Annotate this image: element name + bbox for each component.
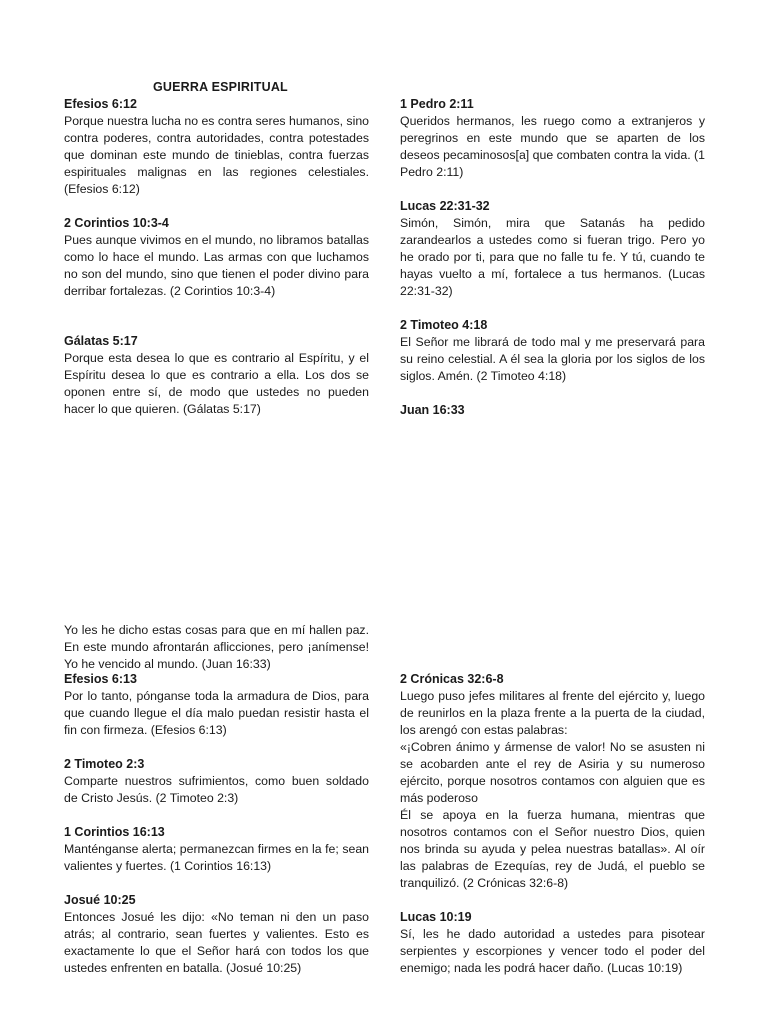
verse-heading: Lucas 10:19 [400, 910, 472, 924]
verse-heading: Gálatas 5:17 [64, 334, 138, 348]
section-lucas-10-19 [400, 909, 705, 977]
section-2-timoteo-2-3 [64, 756, 369, 807]
verse-text: Entonces Josué les dijo: «No teman ni den un paso atrás; al contrario, sean fuertes y valientes. Esto es exactamente lo que el Señor hará con todos los que ustedes enfrenten en batalla. (Josué 10:25) [64, 910, 369, 975]
verse-heading: 2 Timoteo 4:18 [400, 318, 488, 332]
verse-text: Queridos hermanos, les ruego como a extranjeros y peregrinos en este mundo que se aparten de los deseos pecaminosos[a] que combaten contra la vida. (1 Pedro 2:11) [400, 114, 705, 179]
section-galatas-5-17 [64, 333, 369, 418]
verse-heading: Lucas 22:31-32 [400, 199, 490, 213]
verse-text: Manténganse alerta; permanezcan firmes en la fe; sean valientes y fuertes. (1 Corintios 16:13) [64, 842, 369, 873]
section-2-corintios-10 [64, 215, 369, 300]
verse-text: Pues aunque vivimos en el mundo, no libramos batallas como lo hace el mundo. Las armas con que luchamos no son del mundo, sino que tienen el poder divino para derribar fortalezas. (2 Corintios 10:3-4) [64, 233, 369, 298]
verse-text: Sí, les he dado autoridad a ustedes para pisotear serpientes y escorpiones y vencer todo el poder del enemigo; nada les podrá hacer daño. (Lucas 10:19) [400, 927, 705, 975]
verse-text: Porque nuestra lucha no es contra seres humanos, sino contra poderes, contra autoridades, contra potestades que dominan este mundo de tinieblas, contra fuerzas espirituales malignas en las regiones celestiales. (Efesios 6:12) [64, 114, 369, 196]
verse-text: Luego puso jefes militares al frente del ejército y, luego de reunirlos en la plaza frente a la puerta de la ciudad, los arengó con estas palabras: [400, 689, 705, 737]
verse-heading: Efesios 6:13 [64, 672, 137, 686]
verse-heading: Juan 16:33 [400, 403, 465, 417]
verse-text: «¡Cobren ánimo y ármense de valor! No se asusten ni se acobarden ante el rey de Asiria y su numeroso ejército, porque nosotros contamos con alguien que es más poderoso [400, 740, 705, 805]
section-juan-16-33-text [64, 622, 369, 673]
section-2-cronicas-32 [400, 671, 705, 892]
verse-text: Comparte nuestros sufrimientos, como buen soldado de Cristo Jesús. (2 Timoteo 2:3) [64, 774, 369, 805]
page-title: GUERRA ESPIRITUAL [153, 80, 288, 94]
verse-text: Simón, Simón, mira que Satanás ha pedido zarandearlos a ustedes como si fueran trigo. Pero yo he orado por ti, para que no falle tu fe. Y tú, cuando te hayas vuelto a mí, fortalece a tus hermanos. (Lucas 22:31-32) [400, 216, 705, 298]
section-1-corintios-16-13 [64, 824, 369, 875]
verse-heading: 2 Crónicas 32:6-8 [400, 672, 504, 686]
verse-heading: 2 Corintios 10:3-4 [64, 216, 169, 230]
verse-heading: Josué 10:25 [64, 893, 136, 907]
section-1-pedro-2-11 [400, 96, 705, 181]
section-efesios-6-12 [64, 96, 369, 198]
section-juan-16-33-heading [400, 402, 705, 419]
section-lucas-22-31 [400, 198, 705, 300]
section-josue-10-25 [64, 892, 369, 977]
verse-heading: 2 Timoteo 2:3 [64, 757, 145, 771]
verse-heading: Efesios 6:12 [64, 97, 137, 111]
verse-text: El Señor me librará de todo mal y me preservará para su reino celestial. A él sea la gloria por los siglos de los siglos. Amén. (2 Timoteo 4:18) [400, 335, 705, 383]
verse-text: Él se apoya en la fuerza humana, mientras que nosotros contamos con el Señor nuestro Dios, quien nos brinda su ayuda y pelea nuestras batallas». Al oír las palabras de Ezequías, rey de Judá, el pueblo se tranquilizó. (2 Crónicas 32:6-8) [400, 808, 705, 890]
verse-text: Por lo tanto, pónganse toda la armadura de Dios, para que cuando llegue el día malo puedan resistir hasta el fin con firmeza. (Efesios 6:13) [64, 689, 369, 737]
verse-heading: 1 Corintios 16:13 [64, 825, 165, 839]
section-2-timoteo-4-18 [400, 317, 705, 385]
verse-text: Yo les he dicho estas cosas para que en mí hallen paz. En este mundo afrontarán aflicciones, pero ¡anímense! Yo he vencido al mundo. (Juan 16:33) [64, 623, 369, 671]
verse-heading: 1 Pedro 2:11 [400, 97, 474, 111]
section-efesios-6-13 [64, 671, 369, 739]
verse-text: Porque esta desea lo que es contrario al Espíritu, y el Espíritu desea lo que es contrario a ella. Los dos se oponen entre sí, de modo que ustedes no pueden hacer lo que quieren. (Gálatas 5:17) [64, 351, 369, 416]
